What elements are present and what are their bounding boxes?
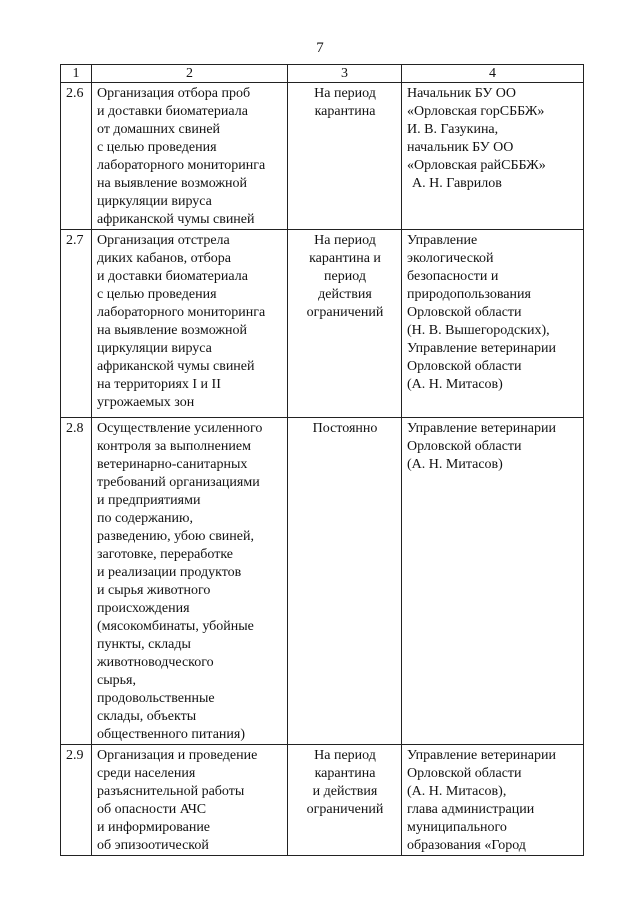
measures-table [60,64,584,856]
activity-line: и сырья животного [97,583,211,598]
period-line: карантина [314,104,376,119]
period-line: На период [314,233,376,248]
activity-line: циркуляции вируса [97,341,212,356]
activity-line: на выявление возможной [97,323,248,338]
activity-line: от домашних свиней [97,122,221,137]
activity-line: и реализации продуктов [97,565,242,580]
period-line: период [324,269,366,284]
activity-line: происхождения [97,601,190,616]
responsible-cell [402,83,584,230]
period-line: На период [314,86,376,101]
activity-line: Организация и проведение [97,748,258,763]
activity-line: африканской чумы свиней [97,212,255,227]
table-header-row [61,65,584,83]
item-number: 2.6 [61,83,92,230]
activity-line: и предприятиями [97,493,201,508]
period-line: На период [314,748,376,763]
column-header-4: 4 [402,65,584,83]
activity-cell [92,83,288,230]
activity-line: лабораторного мониторинга [97,158,266,173]
responsible-line: глава администрации [407,802,535,817]
period-line: Постоянно [312,421,378,436]
responsible-cell [402,418,584,745]
activity-cell [92,418,288,745]
responsible-line: Орловской области [407,359,522,374]
period-line: и действия [312,784,378,799]
responsible-line: Управление ветеринарии [407,748,556,763]
activity-line: по содержанию, [97,511,193,526]
activity-line: с целью проведения [97,140,217,155]
responsible-line: Начальник БУ ОО [407,86,516,101]
column-header-3: 3 [288,65,402,83]
activity-line: требований организациями [97,475,260,490]
responsible-line: муниципального [407,820,507,835]
activity-line: разведению, убою свиней, [97,529,254,544]
activity-cell [92,230,288,418]
activity-line: на территориях I и II [97,377,221,392]
activity-line: об опасности АЧС [97,802,207,817]
activity-line: об эпизоотической [97,838,209,853]
column-header-1: 1 [61,65,92,83]
responsible-line: Управление [407,233,478,248]
activity-line: разъяснительной работы [97,784,245,799]
period-cell [288,418,402,745]
activity-line: ветеринарно-санитарных [97,457,248,472]
activity-line: лабораторного мониторинга [97,305,266,320]
activity-line: Организация отстрела [97,233,230,248]
period-cell [288,745,402,856]
period-line: ограничений [306,802,384,817]
responsible-line: образования «Город [407,838,526,853]
page-number: 7 [316,40,324,56]
item-number: 2.9 [61,745,92,856]
responsible-line: Орловской области [407,439,522,454]
responsible-cell [402,745,584,856]
activity-line: и информирование [97,820,211,835]
activity-line: контроля за выполнением [97,439,251,454]
activity-line: заготовке, переработке [97,547,234,562]
column-header-2: 2 [92,65,288,83]
activity-cell [92,745,288,856]
responsible-line: (Н. В. Вышегородских), [407,323,550,338]
activity-line: пункты, склады [97,637,191,652]
responsible-line: (А. Н. Митасов), [407,784,507,799]
item-number: 2.8 [61,418,92,745]
period-line: действия [318,287,372,302]
activity-line: (мясокомбинаты, убойные [97,619,254,634]
activity-line: угрожаемых зон [97,395,195,410]
period-cell [288,230,402,418]
responsible-line: А. Н. Гаврилов [412,176,502,191]
period-line: карантина [314,766,376,781]
activity-line: с целью проведения [97,287,217,302]
responsible-line: безопасности и [407,269,499,284]
activity-line: общественного питания) [97,727,245,742]
activity-line: на выявление возможной [97,176,248,191]
table-row [61,418,584,745]
responsible-line: (А. Н. Митасов) [407,457,503,472]
activity-line: среди населения [97,766,196,781]
responsible-line: «Орловская райСББЖ» [407,158,546,173]
responsible-cell [402,230,584,418]
activity-line: Организация отбора проб [97,86,251,101]
activity-line: сырья, [97,673,136,688]
responsible-line: «Орловская горСББЖ» [407,104,545,119]
activity-line: животноводческого [97,655,214,670]
responsible-line: начальник БУ ОО [407,140,514,155]
table-row [61,83,584,230]
activity-line: продовольственные [97,691,215,706]
period-line: ограничений [306,305,384,320]
responsible-line: Управление ветеринарии [407,421,556,436]
activity-line: и доставки биоматериала [97,104,248,119]
activity-line: и доставки биоматериала [97,269,248,284]
period-line: карантина и [309,251,381,266]
responsible-line: экологической [407,251,494,266]
responsible-line: Управление ветеринарии [407,341,556,356]
activity-line: Осуществление усиленного [97,421,263,436]
responsible-line: (А. Н. Митасов) [407,377,503,392]
activity-line: циркуляции вируса [97,194,212,209]
table-row [61,745,584,856]
responsible-line: Орловской области [407,305,522,320]
period-cell [288,83,402,230]
responsible-line: природопользования [407,287,531,302]
activity-line: африканской чумы свиней [97,359,255,374]
activity-line: склады, объекты [97,709,197,724]
responsible-line: И. В. Газукина, [407,122,499,137]
table-row [61,230,584,418]
item-number: 2.7 [61,230,92,418]
activity-line: диких кабанов, отбора [97,251,231,266]
responsible-line: Орловской области [407,766,522,781]
